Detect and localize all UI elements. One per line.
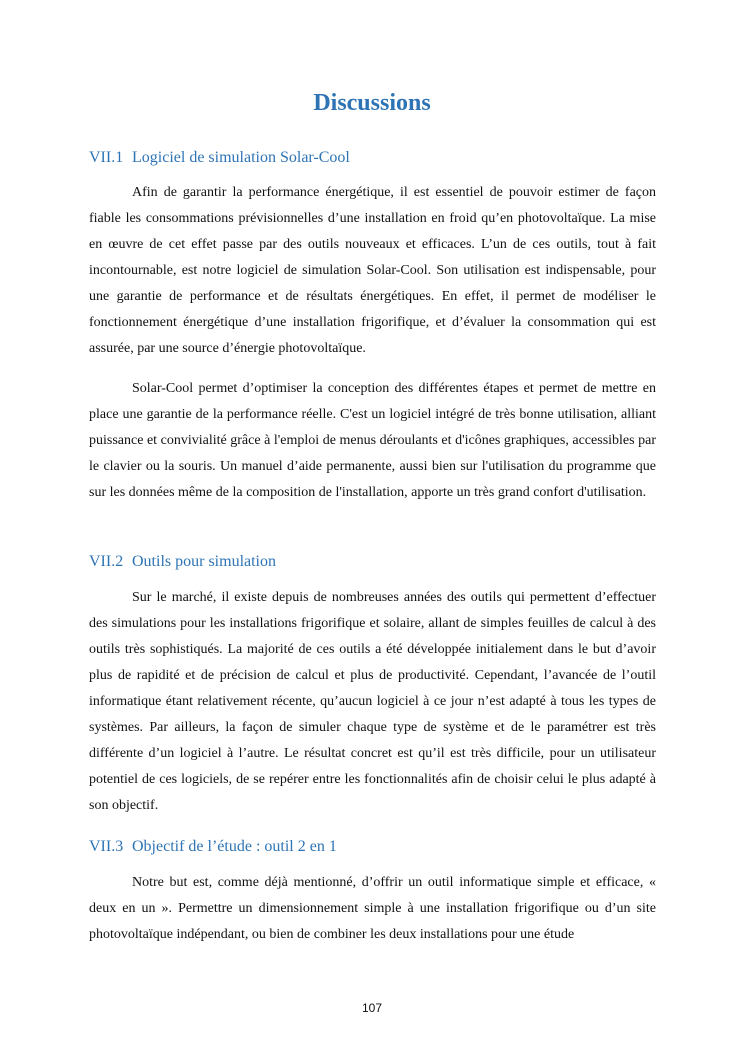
section-title: Logiciel de simulation Solar-Cool (132, 149, 350, 166)
paragraph: Solar-Cool permet d’optimiser la conception des différentes étapes et permet de mettre en place une garantie de la performance réelle. C'est un logiciel intégré de très bonne utilisation, alliant puissance et convivialité grâce à l'emploi de menus déroulants et d'icônes graphiques, accessibles par le clavier ou la souris. Un manuel d’aide permanente, aussi bien sur l'utilisation du programme que sur les données même de la composition de l'installation, apporte un très grand confort d'utilisation. (89, 381, 656, 500)
section-heading-vii-2 (89, 551, 689, 573)
paragraph: Sur le marché, il existe depuis de nombreuses années des outils qui permettent d’effectuer des simulations pour les installations frigorifique et solaire, allant de simples feuilles de calcul à des outils très sophistiqués. La majorité de ces outils a été développée initialement dans le but d’avoir plus de rapidité et de précision de calcul et plus de productivité. Cependant, l’avancée de l’outil informatique étant relativement récente, qu’aucun logiciel à ce jour n’est adapté à tous les types de systèmes. Par ailleurs, la façon de simuler chaque type de système et de le paramétrer est très différente d’un logiciel à l’autre. Le résultat concret est qu’il est très difficile, pour un utilisateur potentiel de ces logiciels, de se repérer entre les fonctionnalités afin de choisir celui le plus adapté à son objectif. (89, 590, 656, 813)
section-number: VII.2 (89, 553, 124, 570)
section-number: VII.1 (89, 149, 124, 166)
section-heading-vii-3 (89, 836, 689, 858)
section-number: VII.3 (89, 838, 124, 855)
section-title: Outils pour simulation (132, 553, 276, 570)
paragraph: Notre but est, comme déjà mentionné, d’offrir un outil informatique simple et efficace, « deux en un ». Permettre un dimensionnement simple à une installation frigorifique ou d’un site photovoltaïque indépendant, ou bien de combiner les deux installations pour une étude (89, 875, 656, 942)
section-heading-vii-1 (89, 147, 689, 169)
section-title: Objectif de l’étude : outil 2 en 1 (132, 838, 337, 855)
page-number: 107 (361, 1001, 383, 1015)
paragraph: Afin de garantir la performance énergétique, il est essentiel de pouvoir estimer de façon fiable les consommations prévisionnelles d’une installation en froid qu’en photovoltaïque. La mise en œuvre de cet effet passe par des outils nouveaux et efficaces. L’un de ces outils, tout à fait incontournable, est notre logiciel de simulation Solar-Cool. Son utilisation est indispensable, pour une garantie de performance et de résultats énergétiques. En effet, il permet de modéliser le fonctionnement énergétique d’une installation frigorifique, et d’évaluer la consommation qui est assurée, par une source d’énergie photovoltaïque. (89, 185, 656, 356)
page-title: Discussions (313, 90, 431, 116)
